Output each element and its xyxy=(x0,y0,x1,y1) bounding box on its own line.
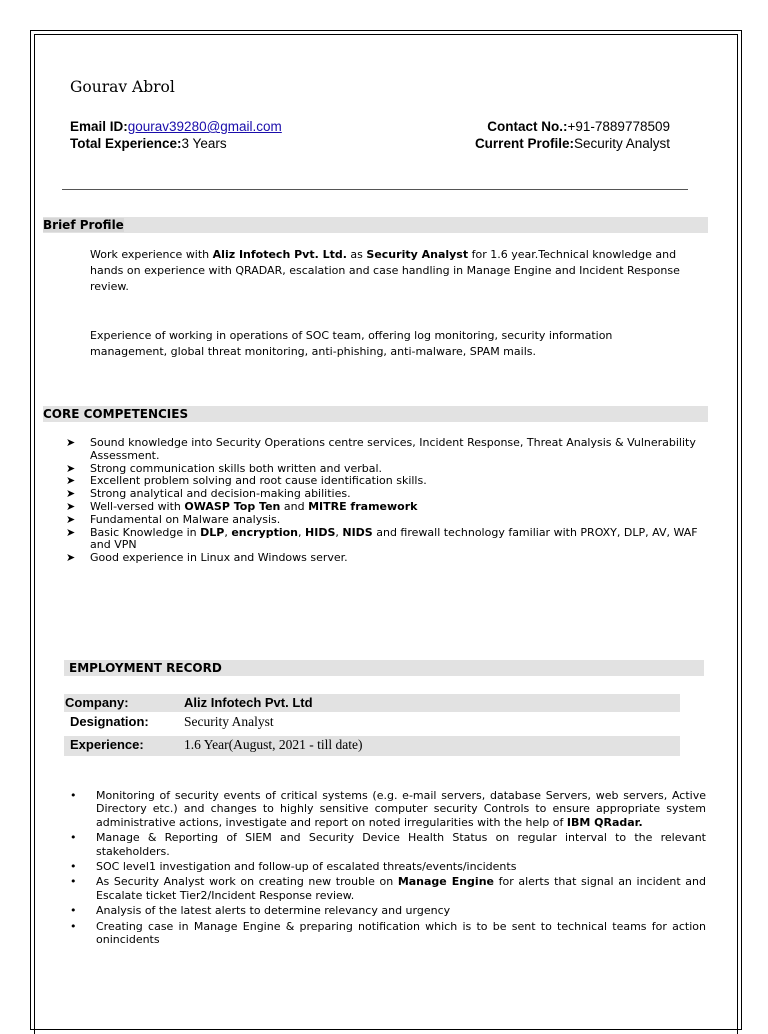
designation-row xyxy=(64,713,680,731)
list-item xyxy=(66,527,698,553)
separator: , xyxy=(335,525,343,539)
mitre-text: MITRE framework xyxy=(308,499,418,513)
competency-text: Strong communication skills both written and verbal. xyxy=(90,461,383,475)
arrow-bullet-icon: ➤ xyxy=(66,474,76,488)
company-row xyxy=(64,694,680,712)
core-competencies-title: CORE COMPETENCIES xyxy=(43,407,189,421)
competencies-list xyxy=(66,437,698,565)
experience-value: 1.6 Year(August, 2021 - till date) xyxy=(184,737,363,752)
designation-label: Designation: xyxy=(70,714,149,729)
experience-row-employment xyxy=(64,736,680,756)
email-label: Email ID: xyxy=(70,119,128,134)
bullet-icon: • xyxy=(70,904,77,918)
profile-row xyxy=(475,136,670,151)
hids-text: HIDS xyxy=(305,525,336,539)
competency-text: and xyxy=(280,499,309,513)
bullet-icon: • xyxy=(70,831,77,845)
duty-text: SOC level1 investigation and follow-up of escalated threats/events/incidents xyxy=(96,860,517,874)
header-divider xyxy=(62,189,688,190)
competency-text: Strong analytical and decision-making abilities. xyxy=(90,487,351,501)
p1-text-c: as xyxy=(346,248,367,261)
owasp-text: OWASP Top Ten xyxy=(184,499,281,513)
separator: , xyxy=(224,525,232,539)
list-item xyxy=(70,875,706,902)
contact-number: +91-7889778509 xyxy=(567,119,670,134)
p1-text-e: for 1.6 year.Technical knowledge and hands on experience with QRADAR, escalation and case handling in Manage Engine and Incident Response review. xyxy=(90,248,680,293)
manage-engine-text: Manage Engine xyxy=(397,875,494,889)
duty-text: Analysis of the latest alerts to determine relevancy and urgency xyxy=(96,904,451,918)
current-profile-label: Current Profile: xyxy=(474,136,574,151)
p1-company: Aliz Infotech Pvt. Ltd. xyxy=(212,248,347,261)
employment-record-title: EMPLOYMENT RECORD xyxy=(69,661,222,675)
duty-text: for alerts that signal an incident and Escalate ticket Tier2/Incident Response review. xyxy=(96,875,706,902)
duty-text: Manage & Reporting of SIEM and Security Device Health Status on regular interval to the relevant stakeholders. xyxy=(96,831,706,858)
contact-label: Contact No.: xyxy=(487,119,568,134)
total-experience-value: 3 Years xyxy=(181,136,227,151)
email-link[interactable]: gourav39280@gmail.com xyxy=(127,119,282,134)
candidate-name: Gourav Abrol xyxy=(70,78,175,96)
bullet-icon: • xyxy=(70,919,77,933)
nids-text: NIDS xyxy=(342,525,373,539)
list-item xyxy=(70,831,706,858)
arrow-bullet-icon: ➤ xyxy=(66,499,76,513)
brief-profile-paragraph-2: Experience of working in operations of SOC team, offering log monitoring, security information management, global threat monitoring, anti-phishing, anti-malware, SPAM mails. xyxy=(90,329,613,358)
arrow-bullet-icon: ➤ xyxy=(66,436,76,449)
competency-text: Fundamental on Malware analysis. xyxy=(90,512,281,526)
brief-profile-title: Brief Profile xyxy=(43,218,124,232)
competency-text: and firewall technology familiar with PROXY, DLP, AV, WAF and VPN xyxy=(90,525,698,552)
p1-text-a: Work experience with xyxy=(90,248,213,261)
list-item xyxy=(70,904,706,917)
brief-profile-heading xyxy=(43,217,708,233)
p1-role: Security Analyst xyxy=(366,248,469,261)
experience-row xyxy=(70,136,227,151)
bullet-icon: • xyxy=(70,789,77,802)
bullet-icon: • xyxy=(70,875,77,889)
arrow-bullet-icon: ➤ xyxy=(66,525,76,539)
arrow-bullet-icon: ➤ xyxy=(66,461,76,475)
email-row xyxy=(70,119,282,134)
duty-text: As Security Analyst work on creating new trouble on xyxy=(96,875,398,889)
dlp-text: DLP xyxy=(200,525,225,539)
duties-list xyxy=(70,789,706,948)
duty-text: Creating case in Manage Engine & preparing notification which is to be sent to technical teams for action onincidents xyxy=(96,919,706,947)
list-item xyxy=(70,920,706,947)
ibm-qradar-text: IBM QRadar. xyxy=(566,815,643,829)
arrow-bullet-icon: ➤ xyxy=(66,487,76,501)
list-item xyxy=(66,552,698,565)
employment-record-heading xyxy=(64,660,704,676)
list-item xyxy=(66,437,698,463)
arrow-bullet-icon: ➤ xyxy=(66,512,76,526)
duty-text: Monitoring of security events of critical systems (e.g. e-mail servers, database Servers, web servers, Active Directory etc.) and changes to highly sensitive computer security Controls to ensure appropriate system administrative actions, investigate and report on noted irregularities with the help of xyxy=(96,789,706,829)
brief-profile-paragraph-1 xyxy=(90,247,698,295)
encryption-text: encryption xyxy=(231,525,299,539)
separator: , xyxy=(298,525,306,539)
company-label: Company: xyxy=(65,695,129,710)
competency-text: Excellent problem solving and root cause identification skills. xyxy=(90,474,427,488)
total-experience-label: Total Experience: xyxy=(70,136,182,151)
contact-row xyxy=(487,119,670,134)
arrow-bullet-icon: ➤ xyxy=(66,551,76,565)
company-value: Aliz Infotech Pvt. Ltd xyxy=(184,695,313,710)
current-profile-value: Security Analyst xyxy=(573,136,670,151)
designation-value: Security Analyst xyxy=(184,714,274,729)
competency-text: Basic Knowledge in xyxy=(90,525,201,539)
competency-text: Sound knowledge into Security Operations centre services, Incident Response, Threat Analysis & Vulnerability Assessment. xyxy=(90,436,696,462)
experience-label: Experience: xyxy=(70,737,144,752)
bullet-icon: • xyxy=(70,860,77,874)
list-item xyxy=(70,789,706,829)
competency-text: Good experience in Linux and Windows server. xyxy=(90,551,348,565)
core-competencies-heading xyxy=(43,406,708,422)
competency-text: Well-versed with xyxy=(90,499,185,513)
list-item xyxy=(70,860,706,873)
